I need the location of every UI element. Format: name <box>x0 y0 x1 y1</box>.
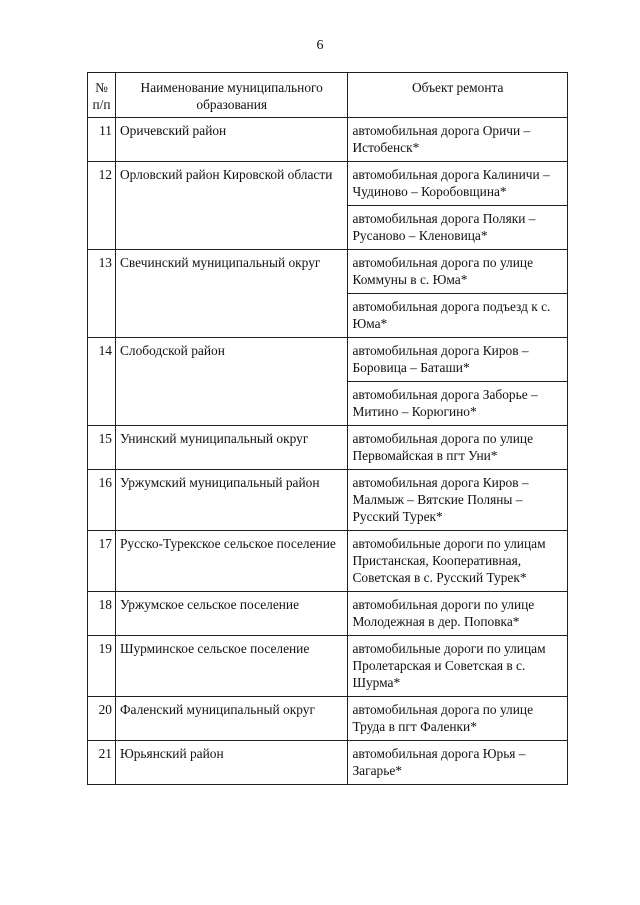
repair-object: автомобильная дорога по улице Коммуны в с. Юма* <box>348 250 568 294</box>
table-header-row <box>88 73 568 118</box>
municipality-name: Уржумское сельское поселение <box>115 592 347 636</box>
table-row <box>88 741 568 785</box>
table-row <box>88 426 568 470</box>
repair-object: автомобильная дорога Киров – Малмыж – Вятские Поляны – Русский Турек* <box>348 470 568 531</box>
header-municipality: Наименование муниципального образования <box>115 73 347 118</box>
row-number: 14 <box>88 338 116 426</box>
municipality-name: Русско-Турекское сельское поселение <box>115 531 347 592</box>
repair-object: автомобильная дорога Оричи – Истобенск* <box>348 118 568 162</box>
table-row <box>88 470 568 531</box>
municipality-name: Унинский муниципальный округ <box>115 426 347 470</box>
row-number: 21 <box>88 741 116 785</box>
repair-object: автомобильная дорога Калиничи – Чудиново – Коробовщина* <box>348 162 568 206</box>
municipality-name: Оричевский район <box>115 118 347 162</box>
municipality-name: Фаленский муниципальный округ <box>115 697 347 741</box>
repair-object: автомобильная дорога Юрья – Загарье* <box>348 741 568 785</box>
table-row <box>88 162 568 206</box>
header-number: № п/п <box>88 73 116 118</box>
page-number: 6 <box>316 38 324 53</box>
repair-objects-table <box>87 72 568 785</box>
repair-object: автомобильная дорога подъезд к с. Юма* <box>348 294 568 338</box>
municipality-name: Орловский район Кировской области <box>115 162 347 250</box>
table-row <box>88 118 568 162</box>
repair-object: автомобильные дороги по улицам Пролетарская и Советская в с. Шурма* <box>348 636 568 697</box>
row-number: 13 <box>88 250 116 338</box>
table-row <box>88 338 568 382</box>
table-row <box>88 250 568 294</box>
row-number: 17 <box>88 531 116 592</box>
header-repair-object: Объект ремонта <box>348 73 568 118</box>
table-row <box>88 531 568 592</box>
repair-object: автомобильная дорога Киров – Боровица – Баташи* <box>348 338 568 382</box>
municipality-name: Юрьянский район <box>115 741 347 785</box>
repair-object: автомобильные дороги по улицам Пристанская, Кооперативная, Советская в с. Русский Турек* <box>348 531 568 592</box>
row-number: 11 <box>88 118 116 162</box>
table-row <box>88 697 568 741</box>
row-number: 12 <box>88 162 116 250</box>
repair-object: автомобильная дороги по улице Молодежная в дер. Поповка* <box>348 592 568 636</box>
repair-object: автомобильная дорога по улице Труда в пгт Фаленки* <box>348 697 568 741</box>
row-number: 18 <box>88 592 116 636</box>
municipality-name: Шурминское сельское поселение <box>115 636 347 697</box>
repair-object: автомобильная дорога Поляки – Русаново – Кленовица* <box>348 206 568 250</box>
row-number: 15 <box>88 426 116 470</box>
table-body <box>88 118 568 785</box>
repair-object: автомобильная дорога по улице Первомайская в пгт Уни* <box>348 426 568 470</box>
row-number: 20 <box>88 697 116 741</box>
row-number: 19 <box>88 636 116 697</box>
table-row <box>88 636 568 697</box>
repair-object: автомобильная дорога Заборье – Митино – Корюгино* <box>348 382 568 426</box>
municipality-name: Слободской район <box>115 338 347 426</box>
row-number: 16 <box>88 470 116 531</box>
municipality-name: Свечинский муниципальный округ <box>115 250 347 338</box>
municipality-name: Уржумский муниципальный район <box>115 470 347 531</box>
table-row <box>88 592 568 636</box>
